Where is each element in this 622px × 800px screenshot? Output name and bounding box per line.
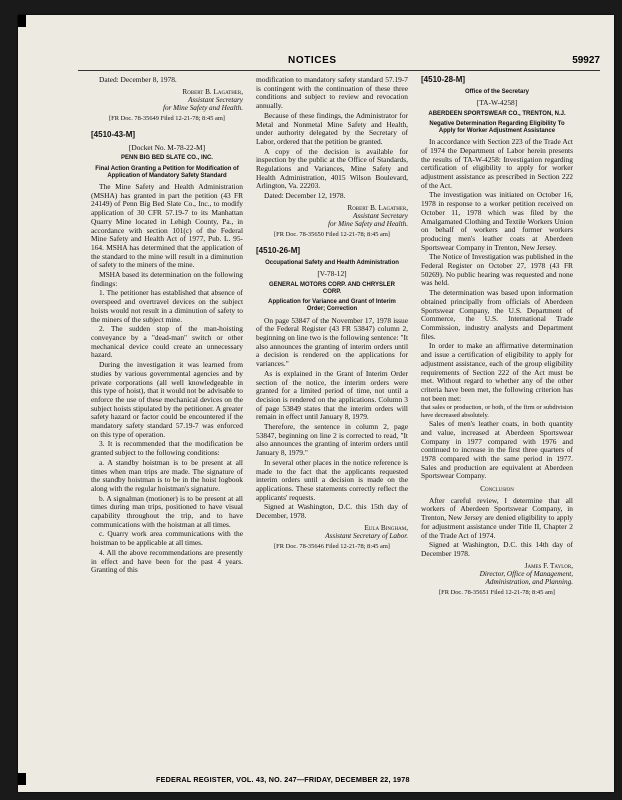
- dated-line: Dated: December 12, 1978.: [264, 191, 346, 201]
- paragraph: c. Quarry work area communications with the hoistman to be applicable at all times.: [91, 529, 243, 548]
- column-3: [421, 76, 573, 603]
- fr-doc-filing: [FR Doc. 78-35649 Filed 12-21-78; 8:45 am]: [109, 115, 225, 123]
- signer-name: James F. Taylor,: [524, 561, 573, 570]
- paragraph: As is explained in the Grant of Interim Order section of the notice, the interim orders were granted for a limited period of time, not until a decision is rendered on the applications. Column 3 of page 53849 states that the interim orders will remain in effect until January 8, 1979.: [256, 368, 408, 422]
- document-number: [4510-28-M]: [421, 75, 466, 84]
- signer-title: for Mine Safety and Health.: [327, 220, 408, 229]
- signature-block: [256, 524, 408, 540]
- signer-title: Assistant Secretary of Labor.: [325, 531, 408, 540]
- paragraph: Because of these findings, the Administrator for Metal and Nonmetal Mine Safety and Health, under authority delegated by the Secretary of Labor, ordered that the petition be granted.: [256, 110, 408, 146]
- docket-number: [V-78-12]: [317, 269, 347, 279]
- paragraph: b. A signalman (motioner) is to be present at all times during man trips, positioned to have visual capability throughout the trip, and to have communications with the hoistman at all times.: [91, 493, 243, 529]
- paragraph: In accordance with Section 223 of the Trade Act of 1974 the Department of Labor herein presents the results of TA-W-4258: Investigation regarding certification of eligibility to apply for worker adjustment assistance as prescribed in Section 222 of the Act.: [421, 137, 573, 190]
- paragraph: 1. The petitioner has established that absence of overspeed and overtravel devices on the subject hoists would not result in a diminution of safety to the miners of the subject mine.: [91, 288, 243, 324]
- paragraph: The Mine Safety and Health Administration (MSHA) has granted in part the petition (43 FR 24149) of Penn Big Bed Slate Co., Inc., to modify application of 30 CFR 57.19-7 to its Manhattan Quarry Mine located in Lehigh County, Pa., in accordance with section 101(c) of the Federal Mine Safety and Health Act of 1977, Pub. L. 95-164. MSHA has determined that the application of the standard to the mine will result in a diminution of safety to the miners of the mine.: [91, 182, 243, 270]
- fr-doc-filing: [FR Doc. 78-35651 Filed 12-21-78; 8:45 am]: [439, 589, 555, 597]
- document-page: [18, 15, 614, 792]
- paragraph: During the investigation it was learned from studies by various governmental agencies and by private corporations (all well knowledgeable in this type of hoist), that it would not be advisable to enforce the use of these mechanical devices on the subject hoists stipulated by the petitioner. A greater safety hazard or factor could be encountered if the mandatory safety standard 57.19-7 was enforced on this type of operation.: [91, 360, 243, 439]
- paragraph: A copy of the decision is available for inspection by the public at the Office of Standards, Regulations and Variances, Mine Safety and Health Administration, 4015 Wilson Boulevard, Arlington, Va. 22203.: [256, 146, 408, 191]
- paragraph: Signed at Washington, D.C. this 14th day of December 1978.: [421, 540, 573, 558]
- criterion-quote: that sales or production, or both, of the firm or subdivision have decreased absolutely.: [421, 404, 573, 419]
- agency-heading: Occupational Safety and Health Administration: [265, 259, 399, 266]
- signer-title: for Mine Safety and Health.: [162, 104, 243, 113]
- dated-line: Dated: December 8, 1978.: [99, 75, 177, 84]
- signer-name: Robert B. Lagather,: [182, 87, 243, 96]
- paragraph: On page 53847 of the November 17, 1978 issue of the Federal Register (43 FR 53847) column 2, beginning on line two is the following sentence: "It also announces the granting of interim orders until a decision is rendered on the applications for variances.": [256, 315, 408, 369]
- document-number: [4510-26-M]: [256, 246, 301, 256]
- signer-name: Eula Bingham,: [364, 523, 408, 532]
- page-header: [18, 55, 614, 69]
- paragraph: Signed at Washington, D.C. this 15th day of December, 1978.: [256, 502, 408, 521]
- signer-title: Administration, and Planning.: [485, 578, 573, 587]
- signer-title: Assistant Secretary: [187, 95, 243, 104]
- column-2: [256, 76, 408, 557]
- paragraph: Sales of men's leather coats, in both quantity and value, increased at Aberdeen Sportswear Company in 1977 compared with 1976 and continued to increase in the first three quarters of 1978 compared with the same period in 1977. Sales and production are equivalent at Aberdeen Sportswear Company.: [421, 419, 573, 481]
- signer-title: Assistant Secretary: [352, 212, 408, 221]
- document-number: [4510-43-M]: [91, 130, 136, 140]
- company-heading: GENERAL MOTORS CORP. AND CHRYSLER CORP.: [269, 281, 395, 295]
- signature-block: [421, 562, 573, 587]
- company-heading: ABERDEEN SPORTSWEAR CO., TRENTON, N.J.: [428, 110, 566, 117]
- paragraph: The Notice of Investigation was published in the Federal Register on October 27, 1978 (43 FR 50269). No public hearing was requested and none was held.: [421, 252, 573, 288]
- paragraph: 2. The sudden stop of the man-hoisting conveyance by a "dead-man" switch or other mechanical device could create an unnecessary hazard.: [91, 324, 243, 360]
- paragraph: 3. It is recommended that the modification be granted subject to the following conditions:: [91, 439, 243, 458]
- page-number: 59927: [572, 55, 600, 66]
- paragraph: In several other places in the notice reference is made to the fact that the applicants requested interim orders until a decision is made on the applications. These statements correctly reflect the applicants' requests.: [256, 457, 408, 502]
- fr-doc-filing: [FR Doc. 78-35650 Filed 12-21-78; 8:45 am]: [274, 231, 390, 239]
- docket-number: [TA-W-4258]: [476, 97, 518, 107]
- signer-name: Robert B. Lagather,: [347, 203, 408, 212]
- action-heading: Application for Variance and Grant of Interim Order; Correction: [268, 299, 396, 313]
- paragraph: In order to make an affirmative determination and issue a certification of eligibility to apply for adjustment assistance, each of the group eligibility requirements of Section 222 of the Act must be met. Without regard to whether any of the other criteria have been met, the following criterion has not been met:: [421, 341, 573, 403]
- binding-mark: [18, 773, 26, 785]
- paragraph: After careful review, I determine that all workers of Aberdeen Sportswear Company, in Trenton, New Jersey are denied eligibility to apply for adjustment assistance under Title II, Chapter 2 of the Trade Act of 1974.: [421, 495, 573, 540]
- signature-block: [91, 88, 243, 113]
- binding-mark: [18, 15, 26, 27]
- paragraph: Therefore, the sentence in column 2, page 53847, beginning on line 2 is corrected to read, "It also announces the granting of interim orders until January 8, 1979.": [256, 422, 408, 458]
- paragraph: modification to mandatory safety standard 57.19-7 is contingent with the continuation of these three conditions and subject to review and revocation annually.: [256, 75, 408, 111]
- action-heading: Final Action Granting a Petition for Modification of Application of Mandatory Safety Standard: [95, 165, 239, 179]
- section-heading: Conclusion: [480, 484, 514, 494]
- paragraph: The determination was based upon information obtained principally from officials of Aberdeen Sportswear Company, the U.S. Department of Commerce, the U.S. International Trade Commission, industry analysts and Department files.: [421, 288, 573, 341]
- paragraph: a. A standby hoistman is to be present at all times when man trips are made. The signature of the standby hoistman is to be in the hoist logbook along with the regular hoistman's signature.: [91, 457, 243, 493]
- action-heading: Negative Determination Regarding Eligibility To Apply for Worker Adjustment Assistance: [429, 120, 565, 135]
- fr-doc-filing: [FR Doc. 78-35646 Filed 12-21-78; 8:45 am]: [274, 543, 390, 551]
- page-footer: FEDERAL REGISTER, VOL. 43, NO. 247—FRIDAY, DECEMBER 22, 1978: [156, 775, 410, 784]
- company-heading: PENN BIG BED SLATE CO., INC.: [121, 155, 213, 162]
- paragraph: The investigation was initiated on October 16, 1978 in response to a worker petition received on October 11, 1978 which was filed by the Amalgamated Clothing and Textile Workers Union on behalf of workers and former workers producing men's leather coats at Aberdeen Sportswear Company in Trenton, New Jersey.: [421, 190, 573, 252]
- header-rule: [78, 70, 600, 71]
- signature-block: [256, 204, 408, 229]
- page-title: NOTICES: [288, 55, 337, 66]
- paragraph: 4. All the above recommendations are presently in effect and have been for the past 4 years. Granting of this: [91, 547, 243, 575]
- docket-number: [Docket No. M-78-22-M]: [128, 142, 206, 152]
- column-1: [91, 76, 243, 576]
- paragraph: MSHA based its determination on the following findings:: [91, 270, 243, 288]
- signer-title: Director, Office of Management,: [479, 569, 573, 578]
- agency-heading: Office of the Secretary: [464, 88, 530, 95]
